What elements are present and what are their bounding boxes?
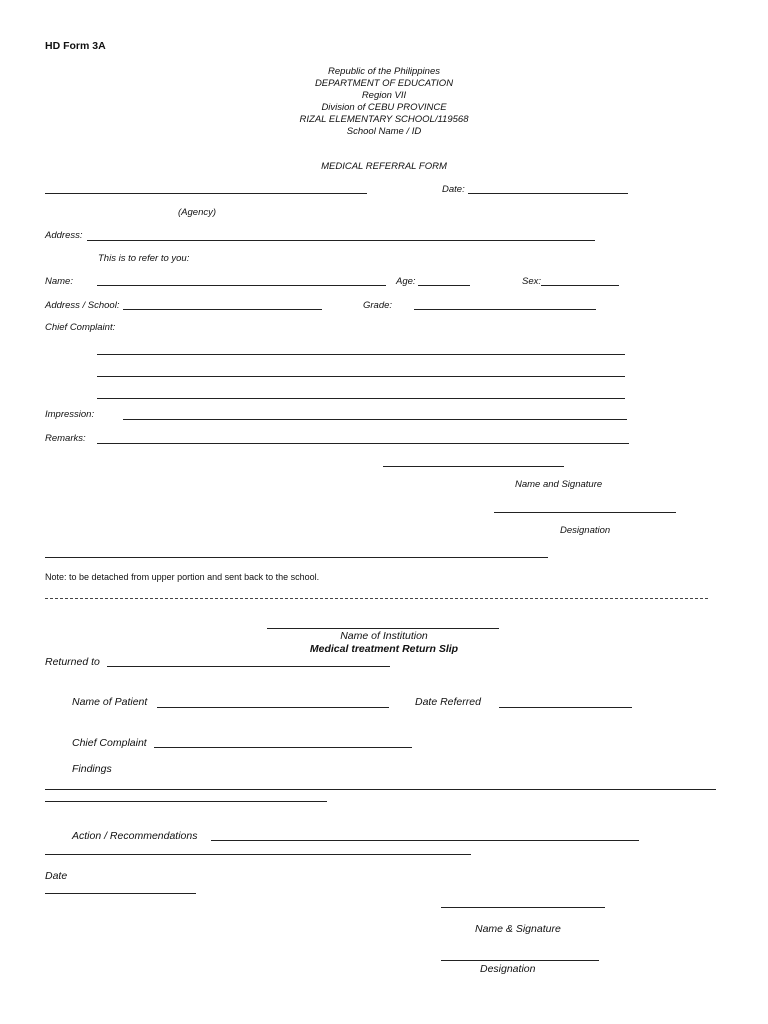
form-title: MEDICAL REFERRAL FORM — [321, 161, 447, 172]
chief-complaint-line-1[interactable] — [97, 354, 625, 355]
age-line[interactable] — [418, 285, 470, 286]
institution-line[interactable] — [267, 628, 499, 629]
chief-complaint-line-3[interactable] — [97, 398, 625, 399]
grade-line[interactable] — [414, 309, 596, 310]
signature-line[interactable] — [383, 466, 564, 467]
cut-line — [45, 598, 708, 599]
return-date-label: Date — [45, 870, 68, 882]
return-chief-complaint-line[interactable] — [154, 747, 412, 748]
header-line-4: Division of CEBU PROVINCE — [321, 102, 447, 113]
date-referred-label: Date Referred — [415, 696, 481, 708]
refer-text: This is to refer to you: — [98, 253, 190, 264]
designation-label: Designation — [560, 525, 611, 536]
findings-line-1[interactable] — [45, 789, 716, 790]
returned-to-label: Returned to — [45, 656, 100, 668]
returned-to-line[interactable] — [107, 666, 390, 667]
return-signature-line[interactable] — [441, 907, 605, 908]
findings-line-2[interactable] — [45, 801, 327, 802]
agency-label: (Agency) — [178, 207, 217, 218]
return-slip-title: Medical treatment Return Slip — [309, 643, 459, 655]
age-label: Age: — [396, 276, 416, 287]
separator-line — [45, 557, 548, 558]
findings-label: Findings — [72, 763, 112, 775]
return-date-line[interactable] — [45, 893, 196, 894]
return-designation-label: Designation — [480, 963, 536, 975]
header-line-1: Republic of the Philippines — [328, 66, 440, 77]
name-label: Name: — [45, 276, 73, 287]
address-line[interactable] — [87, 240, 595, 241]
patient-label: Name of Patient — [72, 696, 148, 708]
action-line-1[interactable] — [211, 840, 639, 841]
action-line-2[interactable] — [45, 854, 471, 855]
return-designation-line[interactable] — [441, 960, 599, 961]
address-label: Address: — [45, 230, 83, 241]
date-line[interactable] — [468, 193, 628, 194]
address-school-label: Address / School: — [45, 300, 120, 311]
return-chief-complaint-label: Chief Complaint — [72, 737, 147, 749]
address-school-line[interactable] — [123, 309, 322, 310]
name-line[interactable] — [97, 285, 386, 286]
chief-complaint-label: Chief Complaint: — [45, 322, 116, 333]
date-label: Date: — [442, 184, 465, 195]
remarks-line[interactable] — [97, 443, 629, 444]
sex-line[interactable] — [541, 285, 619, 286]
name-signature-label: Name and Signature — [515, 479, 603, 490]
header-line-6: School Name / ID — [346, 126, 422, 137]
grade-label: Grade: — [363, 300, 393, 311]
header-line-3: Region VII — [361, 90, 407, 101]
header-line-2: DEPARTMENT OF EDUCATION — [314, 78, 454, 89]
chief-complaint-line-2[interactable] — [97, 376, 625, 377]
agency-line[interactable] — [45, 193, 367, 194]
impression-label: Impression: — [45, 409, 95, 420]
action-label: Action / Recommendations — [72, 830, 198, 842]
detach-note: Note: to be detached from upper portion and sent back to the school. — [45, 572, 320, 582]
patient-line[interactable] — [157, 707, 389, 708]
remarks-label: Remarks: — [45, 433, 86, 444]
sex-label: Sex: — [522, 276, 542, 287]
institution-label: Name of Institution — [340, 630, 428, 642]
header-line-5: RIZAL ELEMENTARY SCHOOL/119568 — [299, 114, 469, 125]
return-name-signature-label: Name & Signature — [475, 923, 561, 935]
date-referred-line[interactable] — [499, 707, 632, 708]
form-code: HD Form 3A — [45, 40, 106, 52]
impression-line[interactable] — [123, 419, 627, 420]
designation-line[interactable] — [494, 512, 676, 513]
